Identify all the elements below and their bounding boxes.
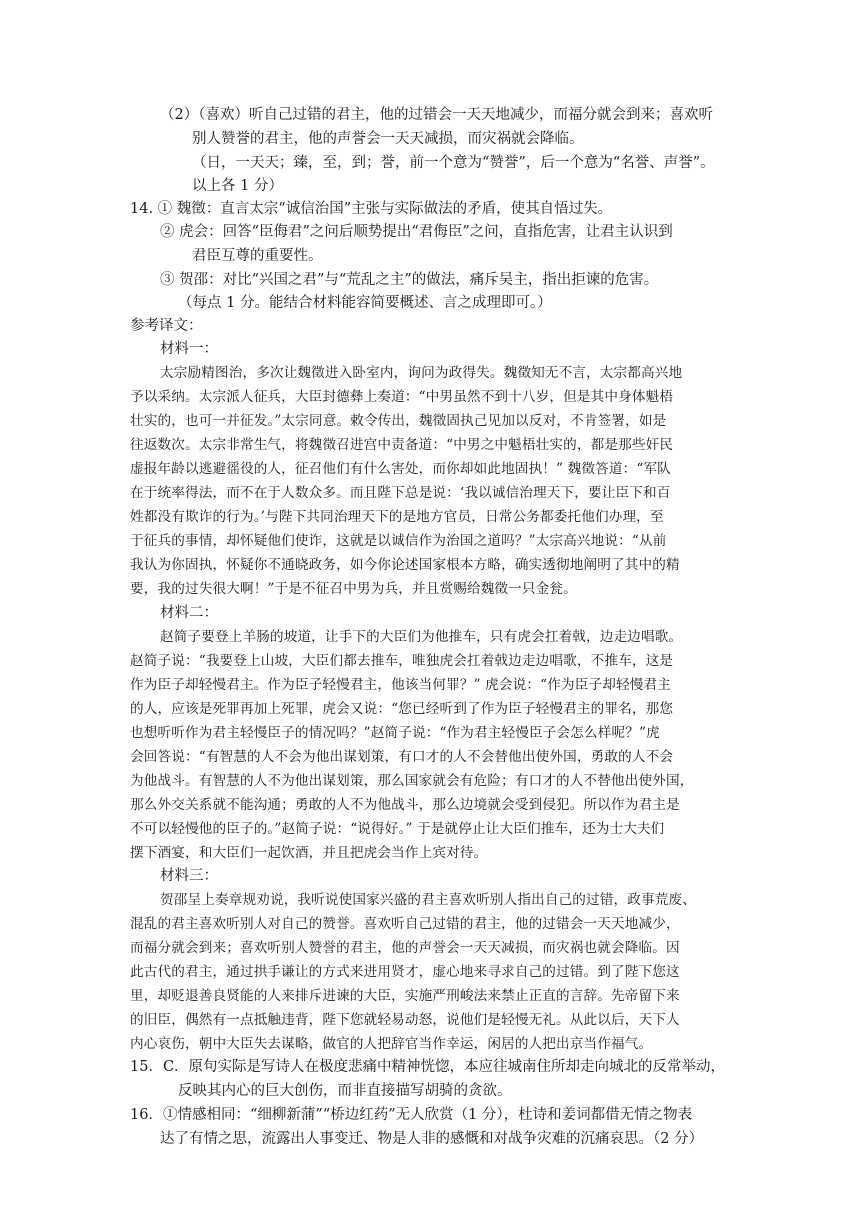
q13-part2-line2: 别人赞誉的君主，他的声誉会一天天减损，而灾祸就会降临。 <box>192 131 584 147</box>
material1-line: 于征兵的事情，却怀疑他们使诈，这就是以诚信作为治国之道吗？”太宗高兴地说：“从前 <box>130 533 667 549</box>
material2-title: 材料二： <box>160 605 218 621</box>
q14-point2-line2: 君臣互尊的重要性。 <box>192 248 323 264</box>
material2-line: 不可以轻慢他的臣子的。”赵简子说：“说得好。” 于是就停止让大臣们推车，还为士大夫们 <box>130 821 665 837</box>
material3-line: 里，却贬退善良贤能的人来排斥进谏的大臣，实施严刑峻法来禁止正直的言辞。先帝留下来 <box>130 988 680 1004</box>
q14-point1: 14. ① 魏徵：直言太宗“诚信治国”主张与实际做法的矛盾，使其自悟过失。 <box>130 201 613 217</box>
q14-scoring-note: （每点 1 分。能结合材料能容简要概述、言之成理即可。） <box>178 295 552 311</box>
q14-point3: ③ 贺邵：对比“兴国之君”与“荒乱之主”的做法，痛斥吴主，指出拒谏的危害。 <box>160 272 659 288</box>
material1-line: 我认为你固执，怀疑你不通晓政务，如今你论述国家根本方略，确实透彻地阐明了其中的精 <box>130 557 680 573</box>
material1-line: 壮实的，也可一并征发。”太宗同意。敕令传出，魏徵固执己见加以反对，不肯签署，如是 <box>130 413 667 429</box>
material2-line: 那么外交关系就不能沟通；勇敢的人不为他战斗，那么边境就会受到侵犯。所以作为君主是 <box>130 797 680 813</box>
q13-note-line2: 以上各 1 分） <box>192 178 283 194</box>
material2-line: 摆下酒宴，和大臣们一起饮酒，并且把虎会当作上宾对待。 <box>130 845 488 861</box>
material2-line: 作为臣子却轻慢君主。作为臣子轻慢君主，他该当何罪？” 虎会说：“作为臣子却轻慢君主 <box>130 677 671 693</box>
q13-note-line1: （日，一天天；臻，至，到；誉，前一个意为“赞誉”，后一个意为“名誉、声誉”。 <box>192 155 715 171</box>
q15-line1: 15．C．原句实际是写诗人在极度悲痛中精神恍惚，本应往城南住所却走向城北的反常举动， <box>130 1059 726 1075</box>
material3-line: 贺邵呈上奏章规劝说，我听说使国家兴盛的君主喜欢听别人指出自己的过错，政事荒废、 <box>160 892 697 908</box>
material3-line: 而福分就会到来；喜欢听别人赞誉的君主，他的声誉会一天天减损，而灾祸也就会降临。因 <box>130 940 680 956</box>
material1-line: 要，我的过失很大啊！”于是不征召中男为兵，并且赏赐给魏徵一只金瓮。 <box>130 581 577 597</box>
material3-line: 的旧臣，偶然有一点抵触违背，陛下您就轻易动怒，说他们是轻慢无礼。从此以后，天下人 <box>130 1012 680 1028</box>
material2-line: 赵简子要登上羊肠的坡道，让手下的大臣们为他推车，只有虎会扛着戟，边走边唱歌。 <box>160 629 683 645</box>
material1-line: 予以采纳。太宗派人征兵，大臣封德彝上奏道：“中男虽然不到十八岁，但是其中身体魁梧 <box>130 389 674 405</box>
material2-line: 会回答说：“有智慧的人不会为他出谋划策，有口才的人不会替他出使外国，勇敢的人不会 <box>130 749 674 765</box>
material2-line: 赵简子说：“我要登上山坡，大臣们都去推车，唯独虎会扛着戟边走边唱歌，不推车，这是 <box>130 653 674 669</box>
q14-point2-line1: ② 虎会：回答“臣侮君”之问后顺势提出“君侮臣”之问，直指危害，让君主认识到 <box>160 224 673 240</box>
material1-title: 材料一： <box>160 341 218 357</box>
q16-line2: 达了有情之思，流露出人事变迁、物是人非的感慨和对战争灾难的沉痛哀思。（2 分） <box>160 1131 704 1147</box>
material1-line: 在于统率得法，而不在于人数众多。而且陛下总是说：‘我以诚信治理天下，要让臣下和百 <box>130 485 671 501</box>
material1-line: 虚报年龄以逃避徭役的人，征召他们有什么害处，而你却如此地固执！” 魏徵答道：“军队 <box>130 461 671 477</box>
q16-line1: 16．①情感相同：“细柳新蒲”“桥边红药”无人欣赏（1 分），杜诗和姜词都借无情之物表 <box>130 1107 693 1123</box>
q13-part2-line1: （2）（喜欢）听自己过错的君主，他的过错会一天天地减少，而福分就会到来；喜欢听 <box>160 107 713 123</box>
material1-line: 太宗励精图治，多次让魏徵进入卧室内，询问为政得失。魏徵知无不言，太宗都高兴地 <box>160 365 683 381</box>
material3-title: 材料三： <box>160 868 218 884</box>
material3-line: 混乱的君主喜欢听别人对自己的赞誉。喜欢听自己过错的君主，他的过错会一天天地减少， <box>130 916 680 932</box>
material1-line: 往返数次。太宗非常生气，将魏徵召进宫中责备道：“中男之中魁梧壮实的，都是那些奸民 <box>130 437 674 453</box>
translation-heading: 参考译文： <box>130 318 203 334</box>
q15-line2: 反映其内心的巨大创伤，而非直接描写胡骑的贪欲。 <box>178 1083 512 1099</box>
material1-line: 姓都没有欺诈的行为。’与陛下共同治理天下的是地方官员，日常公务都委托他们办理，至 <box>130 509 664 525</box>
material3-line: 此古代的君主，通过拱手谦让的方式来进用贤才，虚心地来寻求自己的过错。到了陛下您这 <box>130 964 680 980</box>
material2-line: 为他战斗。有智慧的人不为他出谋划策，那么国家就会有危险；有口才的人不替他出使外国， <box>130 773 694 789</box>
material2-line: 也想听听作为君主轻慢臣子的情况吗？”赵简子说：“作为君主轻慢臣子会怎么样呢？”虎 <box>130 725 660 741</box>
material2-line: 的人，应该是死罪再加上死罪，虎会又说：“您已经听到了作为臣子轻慢君主的罪名，那您 <box>130 701 674 717</box>
material3-line: 内心哀伤，朝中大臣失去谋略，做官的人把辞官当作幸运，闲居的人把出京当作福气。 <box>130 1036 653 1052</box>
